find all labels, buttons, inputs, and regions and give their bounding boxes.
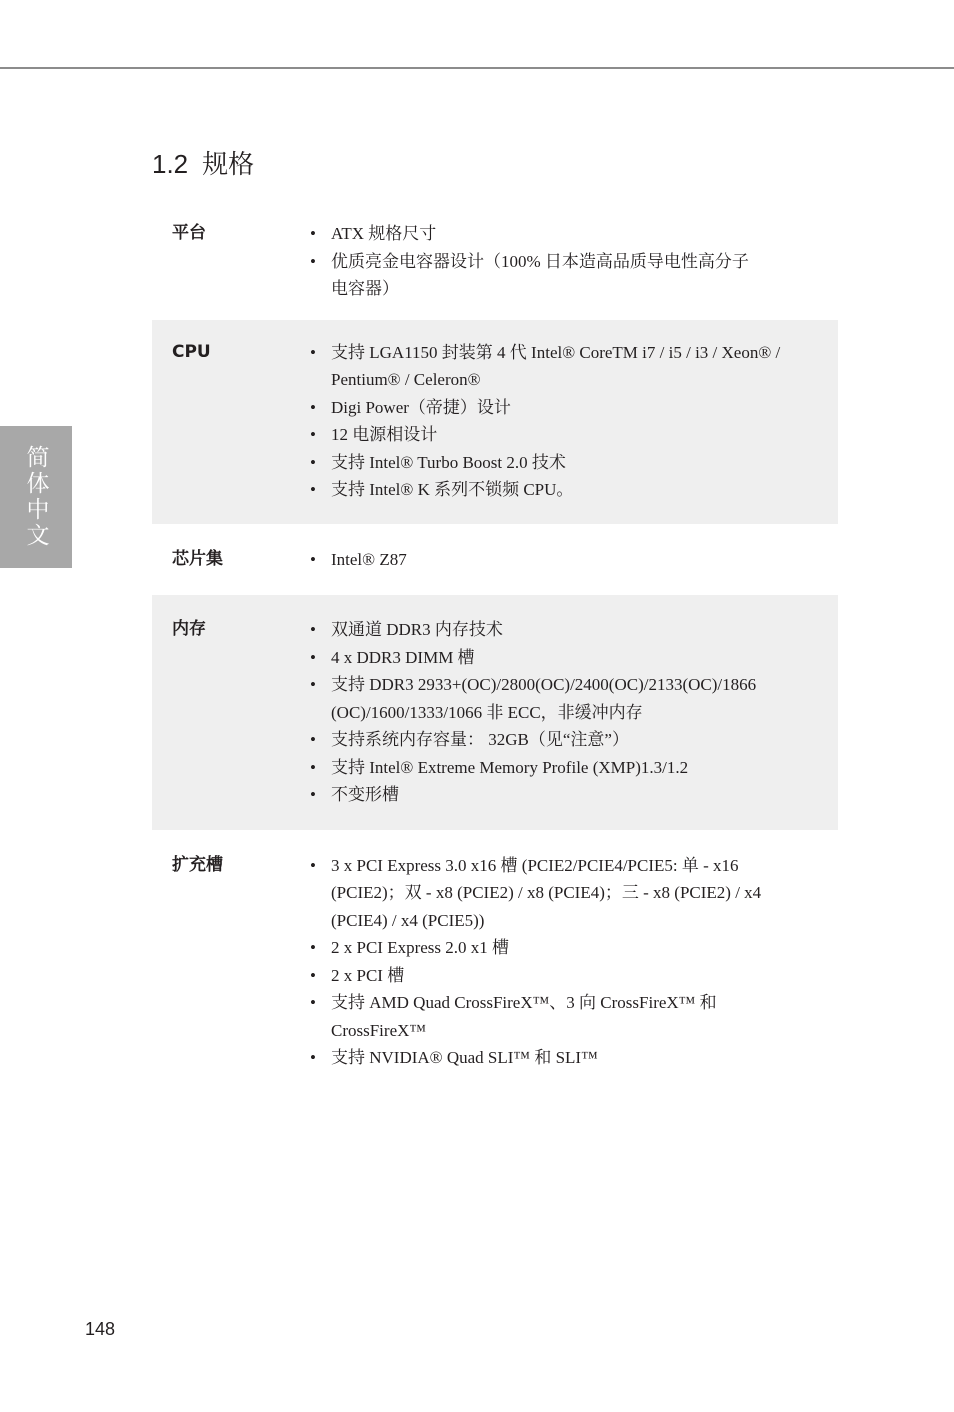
spec-label-platform: 平台	[172, 223, 206, 243]
spec-row-platform	[152, 206, 838, 317]
list-item: • 2 x PCI Express 2.0 x1 槽	[310, 934, 816, 962]
spec-row-memory	[152, 595, 838, 830]
spec-items-platform	[310, 220, 816, 303]
list-item: • Digi Power（帝捷）设计	[310, 394, 816, 422]
spec-row-cpu	[152, 320, 838, 524]
list-item: • 3 x PCI Express 3.0 x16 槽 (PCIE2/PCIE4/PCIE5: 单 - x16 (PCIE2)；双 - x8 (PCIE2) / x8 (PCIE4)；三 - x8 (PCIE2) / x4 (PCIE4) / x4 (PCIE5))	[310, 852, 816, 935]
header-rule	[0, 67, 954, 69]
list-item: • 2 x PCI 槽	[310, 962, 816, 990]
list-item: • 支持系统内存容量： 32GB（见“注意”）	[310, 726, 816, 754]
spec-row-expansion-slots	[152, 830, 838, 1086]
list-item: • 4 x DDR3 DIMM 槽	[310, 644, 816, 672]
language-side-tab	[0, 426, 72, 568]
list-item: • 双通道 DDR3 内存技术	[310, 616, 816, 644]
spec-items-cpu	[310, 339, 816, 504]
list-item: • Intel® Z87	[310, 546, 816, 574]
spec-label-cpu: CPU	[172, 341, 211, 362]
spec-row-chipset	[152, 524, 838, 596]
spec-label-expansion-slots: 扩充槽	[172, 854, 223, 875]
list-item: • 支持 LGA1150 封装第 4 代 Intel® CoreTM i7 / i5 / i3 / Xeon® / Pentium® / Celeron®	[310, 339, 816, 394]
section-number: 1.2	[152, 149, 189, 179]
list-item: • 支持 Intel® Extreme Memory Profile (XMP)1.3/1.2	[310, 754, 816, 782]
list-item: • 支持 Intel® K 系列不锁频 CPU。	[310, 476, 816, 504]
section-title	[152, 144, 254, 181]
list-item: • 优质亮金电容器设计（100% 日本造高品质导电性高分子 电容器）	[310, 248, 816, 303]
page-number: 148	[85, 1319, 116, 1339]
spec-items-memory	[310, 616, 816, 809]
list-item: • ATX 规格尺寸	[310, 220, 816, 248]
spec-label-memory: 内存	[172, 619, 206, 639]
spec-items-expansion-slots	[310, 852, 816, 1072]
section-title-text: 规格	[202, 150, 255, 180]
list-item: • 支持 Intel® Turbo Boost 2.0 技术	[310, 449, 816, 477]
list-item: • 支持 DDR3 2933+(OC)/2800(OC)/2400(OC)/2133(OC)/1866 (OC)/1600/1333/1066 非 ECC，非缓冲内存	[310, 671, 816, 726]
list-item: • 不变形槽	[310, 781, 816, 809]
language-side-tab-label: 简体中文	[22, 445, 49, 549]
list-item: • 支持 AMD Quad CrossFireX™、3 向 CrossFireX™ 和 CrossFireX™	[310, 989, 816, 1044]
spec-items-chipset	[310, 546, 816, 574]
list-item: • 支持 NVIDIA® Quad SLI™ 和 SLI™	[310, 1044, 816, 1072]
spec-table	[152, 206, 838, 1086]
list-item: • 12 电源相设计	[310, 421, 816, 449]
spec-label-chipset: 芯片集	[172, 548, 223, 569]
